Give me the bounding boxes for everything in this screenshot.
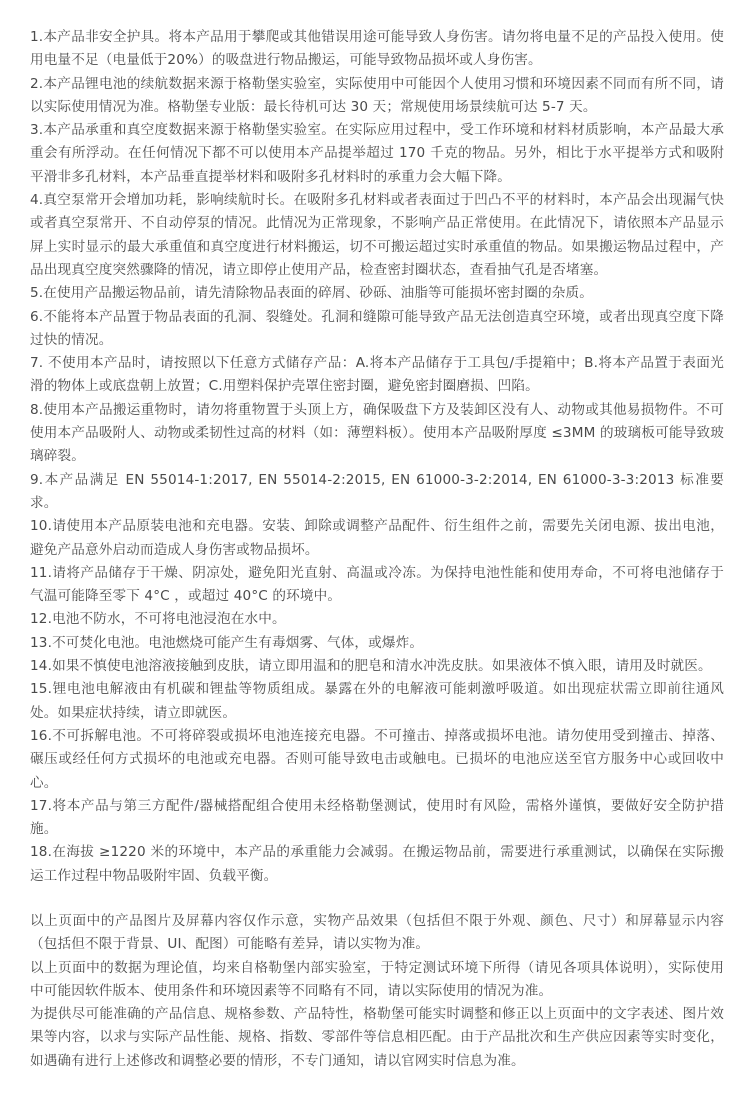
safety-note-18: 18.在海拔 ≥1220 米的环境中，本产品的承重能力会减弱。在搬运物品前，需要进行承重测试，以确保在实际搬运工作过程中物品吸附牢固、负载平衡。 (30, 844, 724, 884)
disclaimer-updates: 为提供尽可能准确的产品信息、规格参数、产品特性，格勒堡可能实时调整和修正以上页面中的文字表述、图片效果等内容，以求与实际产品性能、规格、指数、零部件等信息相匹配。由于产品批次和生产供应因素等实时变化，如遇确有进行上述修改和调整必要的情形，不专门通知，请以官网实时信息为准。 (30, 1006, 724, 1069)
safety-note-2: 2.本产品锂电池的续航数据来源于格勒堡实验室，实际使用中可能因个人使用习惯和环境因素不同而有所不同，请以实际使用情况为准。格勒堡专业版：最长待机可达 30 天；常规使用场景续航可达 5-7 天。 (30, 75, 724, 115)
safety-note-3: 3.本产品承重和真空度数据来源于格勒堡实验室。在实际应用过程中，受工作环境和材料材质影响，本产品最大承重会有所浮动。在任何情况下都不可以使用本产品提举超过 170 千克的物品。另外，相比于水平提举方式和吸附平滑非多孔材料，本产品垂直提举材料和吸附多孔材料时的承重力会大幅下降。 (30, 122, 724, 185)
safety-note-15: 15.锂电池电解液由有机碳和锂盐等物质组成。暴露在外的电解液可能刺激呼吸道。如出现症状需立即前往通风处。如果症状持续，请立即就医。 (30, 681, 724, 721)
safety-note-13: 13.不可焚化电池。电池燃烧可能产生有毒烟雾、气体，或爆炸。 (30, 634, 424, 651)
safety-note-4: 4.真空泵常开会增加功耗，影响续航时长。在吸附多孔材料或者表面过于凹凸不平的材料时，本产品会出现漏气快或者真空泵常开、不自动停泵的情况。此情况为正常现象，不影响产品正常使用。在此情况下，请依照本产品显示屏上实时显示的最大承重值和真空度进行材料搬运，切不可搬运超过实时承重值的物品。如果搬运物品过程中，产品出现真空度突然骤降的情况，请立即停止使用产品，检查密封圈状态，查看抽气孔是否堵塞。 (30, 192, 724, 278)
safety-note-6: 6.不能将本产品置于物品表面的孔洞、裂缝处。孔洞和缝隙可能导致产品无法创造真空环境，或者出现真空度下降过快的情况。 (30, 308, 724, 348)
safety-note-17: 17.将本产品与第三方配件/器械搭配组合使用未经格勒堡测试，使用时有风险，需格外谨慎，要做好安全防护措施。 (30, 797, 724, 838)
safety-note-5: 5.在使用产品搬运物品前，请先清除物品表面的碎屑、砂砾、油脂等可能损坏密封圈的杂质。 (30, 285, 594, 302)
disclaimer-section (30, 910, 724, 1073)
disclaimer-images: 以上页面中的产品图片及屏幕内容仅作示意，实物产品效果（包括但不限于外观、颜色、尺寸）和屏幕显示内容（包括但不限于背景、UI、配图）可能略有差异，请以实物为准。 (30, 912, 724, 953)
safety-notes-list (30, 26, 724, 888)
disclaimer-data: 以上页面中的数据为理论值，均来自格勒堡内部实验室，于特定测试环境下所得（请见各项具体说明），实际使用中可能因软件版本、使用条件和环境因素等不同略有不同，请以实际使用的情况为准。 (30, 959, 724, 999)
safety-note-7: 7. 不使用本产品时，请按照以下任意方式储存产品：A.将本产品储存于工具包/手提箱中；B.将本产品置于表面光滑的物体上或底盘朝上放置；C.用塑料保护壳罩住密封圈，避免密封圈磨损、凹陷。 (30, 355, 724, 395)
safety-note-16: 16.不可拆解电池。不可将碎裂或损坏电池连接充电器。不可撞击、掉落或损坏电池。请勿使用受到撞击、掉落、碾压或经任何方式损坏的电池或充电器。否则可能导致电击或触电。已损坏的电池应送至官方服务中心或回收中心。 (30, 727, 724, 791)
safety-note-10: 10.请使用本产品原装电池和充电器。安装、卸除或调整产品配件、衍生组件之前，需要先关闭电源、拔出电池，避免产品意外启动而造成人身伤害或物品损坏。 (30, 518, 724, 558)
safety-note-11: 11.请将产品储存于干燥、阴凉处，避免阳光直射、高温或冷冻。为保持电池性能和使用寿命，不可将电池储存于气温可能降至零下 4°C ，或超过 40°C 的环境中。 (30, 564, 724, 605)
safety-note-8: 8.使用本产品搬运重物时，请勿将重物置于头顶上方，确保吸盘下方及装卸区没有人、动物或其他易损物件。不可使用本产品吸附人、动物或柔韧性过高的材料（如：薄塑料板）。使用本产品吸附厚度 ≤3MM 的玻璃板可能导致玻璃碎裂。 (30, 401, 724, 465)
safety-note-9: 9.本产品满足 EN 55014-1:2017, EN 55014-2:2015, EN 61000-3-2:2014, EN 61000-3-3:2013 标准要求。 (30, 471, 724, 511)
safety-note-14: 14.如果不慎使电池溶液接触到皮肤，请立即用温和的肥皂和清水冲洗皮肤。如果液体不慎入眼，请用及时就医。 (30, 658, 712, 675)
safety-note-1: 1.本产品非安全护具。将本产品用于攀爬或其他错误用途可能导致人身伤害。请勿将电量不足的产品投入使用。使用电量不足（电量低于20%）的吸盘进行物品搬运，可能导致物品损坏或人身伤害。 (30, 29, 724, 69)
safety-note-12: 12.电池不防水，不可将电池浸泡在水中。 (30, 611, 286, 628)
